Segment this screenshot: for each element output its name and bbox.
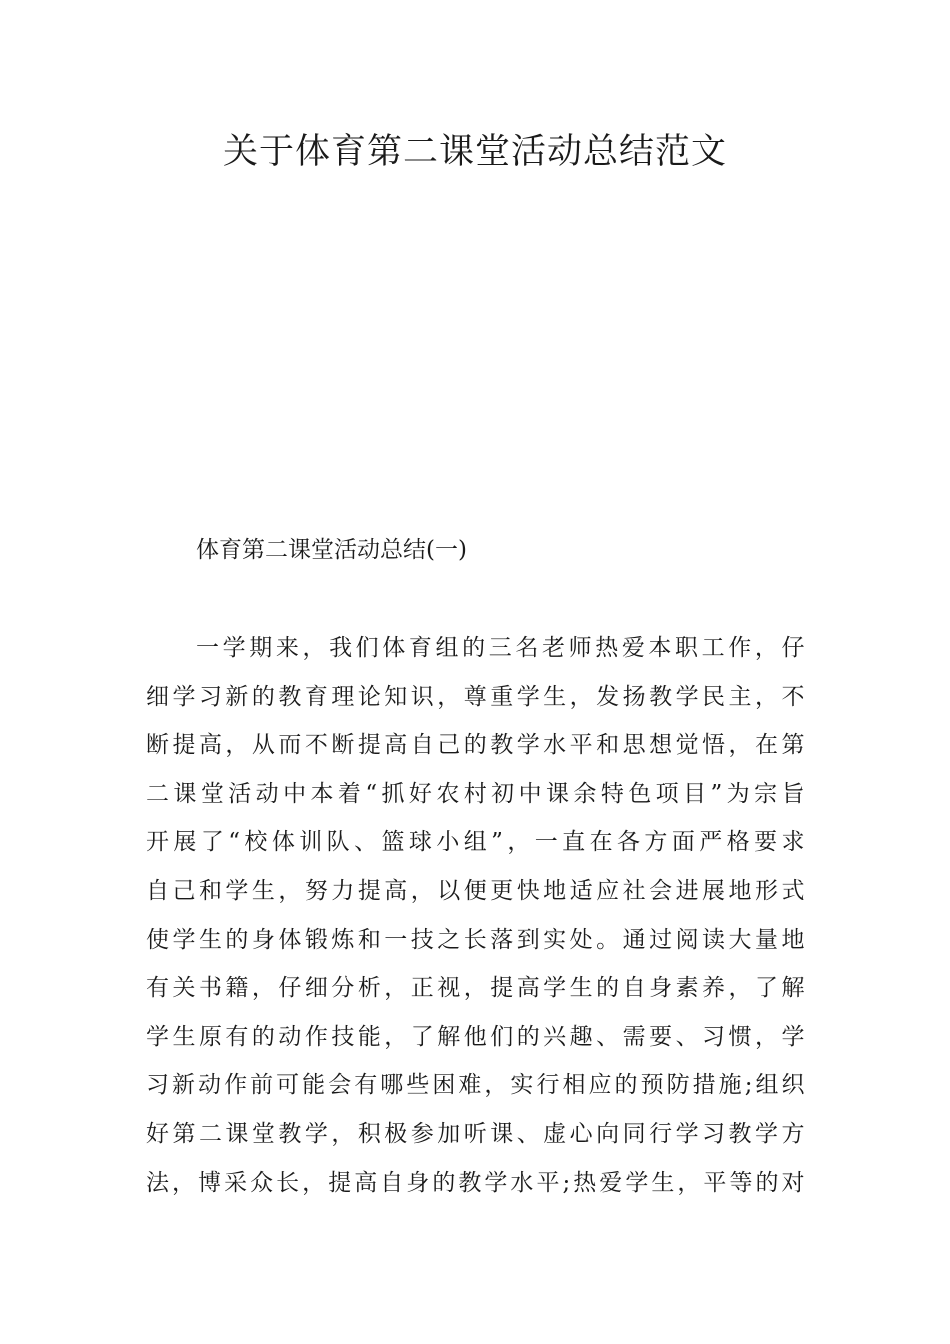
document-title: 关于体育第二课堂活动总结范文 [222,132,727,172]
paragraph-line: 一学期来，我们体育组的三名老师热爱本职工作，仔 [196,635,806,661]
paragraph-line: 二课堂活动中本着“抓好农村初中课余特色项目”为宗旨 [146,780,806,807]
paragraph-line: 法，博采众长，提高自身的教学水平;热爱学生，平等的对 [146,1169,806,1196]
paragraph-line: 学生原有的动作技能，了解他们的兴趣、需要、习惯，学 [146,1023,806,1050]
paragraph-line: 好第二课堂教学，积极参加听课、虚心向同行学习教学方 [146,1120,806,1147]
body-paragraph [146,628,806,1211]
paragraph-line: 使学生的身体锻炼和一技之长落到实处。通过阅读大量地 [146,926,806,953]
paragraph-line: 自己和学生，努力提高，以便更快地适应社会进展地形式 [146,877,806,904]
paragraph-line: 细学习新的教育理论知识，尊重学生，发扬教学民主，不 [146,683,806,710]
paragraph-line: 习新动作前可能会有哪些困难，实行相应的预防措施;组织 [146,1072,806,1099]
paragraph-line: 断提高，从而不断提高自己的教学水平和思想觉悟，在第 [146,732,806,759]
paragraph-line: 开展了“校体训队、篮球小组”，一直在各方面严格要求 [146,829,806,856]
section-heading: 体育第二课堂活动总结(一) [196,537,467,563]
paragraph-line: 有关书籍，仔细分析，正视，提高学生的自身素养，了解 [146,975,806,1002]
